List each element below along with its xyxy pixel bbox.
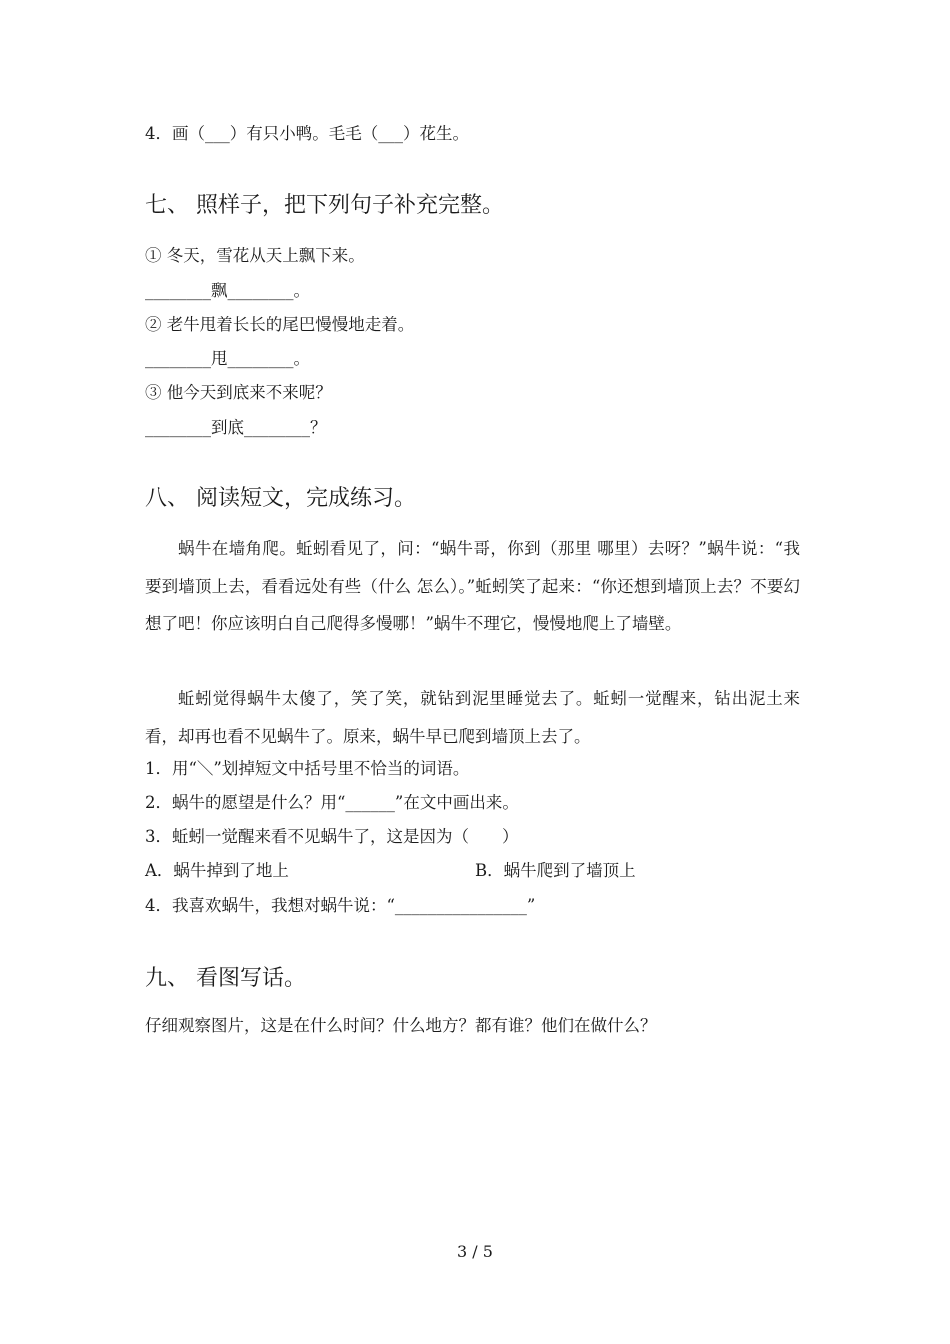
option-b: B．蜗牛爬到了墙顶上 [475,861,636,880]
section8-question-1: 1．用“＼”划掉短文中括号里不恰当的词语。 [145,759,470,778]
section8-question-3: 3．蚯蚓一觉醒来看不见蜗牛了，这是因为（ ） [145,827,519,846]
section7-title: 七、 照样子，把下列句子补充完整。 [145,193,504,218]
section8-question-4: 4．我喜欢蜗牛，我想对蜗牛说：“________________” [145,896,536,915]
section8-title: 八、 阅读短文，完成练习。 [145,486,416,511]
section9-title: 九、 看图写话。 [145,966,306,991]
section7-blank-2: ________甩________。 [145,349,310,368]
section7-example-3: ③ 他今天到底来不来呢？ [145,383,332,402]
reading-paragraph-1: 蜗牛在墙角爬。蚯蚓看见了，问：“蜗牛哥，你到（那里 哪里）去呀？”蜗牛说：“我要到墙顶上去，看看远处有些（什么 怎么）。”蚯蚓笑了起来：“你还想到墙顶上去？不要幻想了吧！你应该明白自己爬得多慢哪！”蜗牛不理它，慢慢地爬上了墙壁。 [145,539,800,633]
section7-blank-1: ________飘________。 [145,281,310,300]
section7-example-1: ① 冬天，雪花从天上飘下来。 [145,246,365,265]
section8-question-2: 2．蜗牛的愿望是什么？用“______”在文中画出来。 [145,793,519,812]
section7-blank-3: ________到底________？ [145,418,327,437]
page-number: 3 / 5 [457,1242,493,1261]
reading-paragraph-2: 蚯蚓觉得蜗牛太傻了，笑了笑，就钻到泥里睡觉去了。蚯蚓一觉醒来，钻出泥土来看，却再也看不见蜗牛了。原来，蜗牛早已爬到墙顶上去了。 [145,689,800,746]
section7-example-2: ② 老牛甩着长长的尾巴慢慢地走着。 [145,315,415,334]
section9-prompt: 仔细观察图片，这是在什么时间？什么地方？都有谁？他们在做什么？ [145,1016,657,1035]
section6-question-4: 4．画（___）有只小鸭。毛毛（___）花生。 [145,124,469,143]
option-a: A．蜗牛掉到了地上 [145,861,289,880]
